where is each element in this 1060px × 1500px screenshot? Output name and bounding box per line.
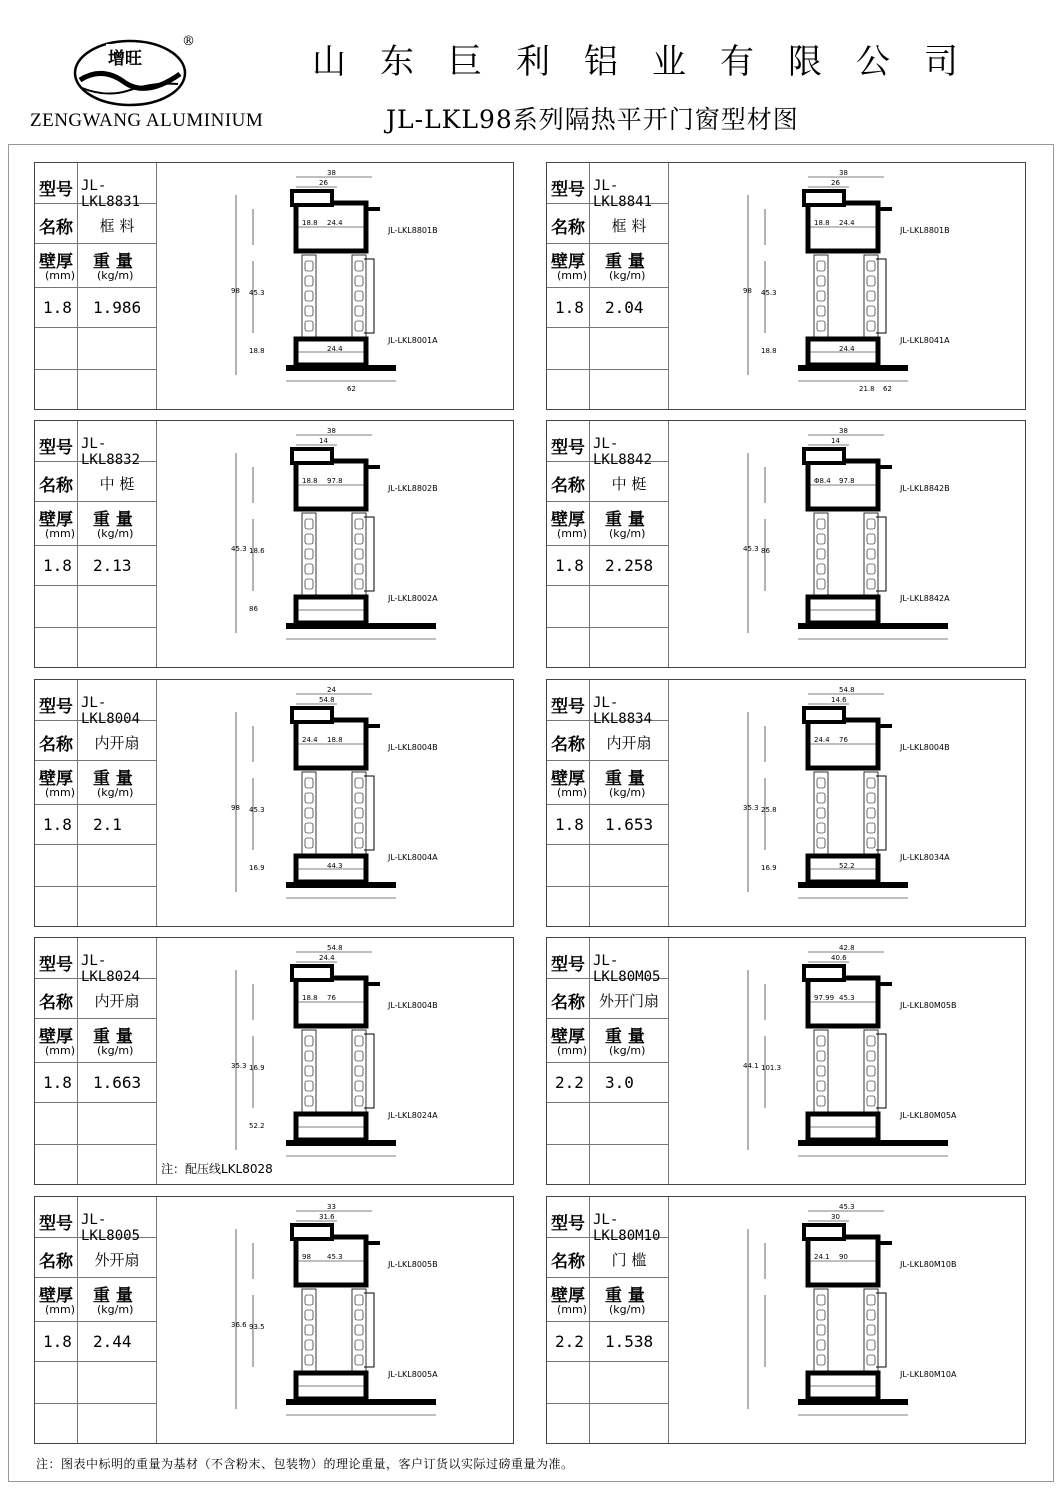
dimension-label: 24: [327, 686, 336, 694]
profile-section: [743, 944, 957, 1156]
table-divider: [547, 1018, 668, 1019]
profile-drawing: [668, 938, 1025, 1184]
profile-svg: [668, 163, 1025, 409]
profile-drawing: [668, 421, 1025, 667]
profile-svg: [668, 680, 1025, 926]
dimension-label: 31.6: [319, 1213, 335, 1221]
panel-note: 注：配压线LKL8028: [161, 1162, 273, 1176]
profile-drawing: [156, 1197, 513, 1443]
dimension-label: 35.3: [231, 1062, 247, 1070]
profile-svg: [668, 938, 1025, 1184]
name-value: 门 槛: [611, 1251, 647, 1269]
weight-value: 2.1: [93, 815, 122, 834]
dimension-label: 18.8: [302, 994, 318, 1002]
weight-label: 重 量: [93, 510, 133, 530]
weight-unit: (kg/m): [609, 1044, 646, 1057]
model-value: JL-LKL8832: [81, 436, 141, 468]
dimension-label: 45.3: [231, 545, 247, 553]
dimension-label: 18.8: [249, 347, 265, 355]
table-divider: [77, 163, 78, 409]
thickness-label: 壁厚: [551, 252, 585, 272]
name-label: 名称: [551, 476, 585, 496]
table-divider: [547, 760, 668, 761]
weight-unit: (kg/m): [609, 786, 646, 799]
table-divider: [35, 1361, 156, 1362]
part-reference: JL-LKL8801B: [388, 226, 438, 235]
dimension-label: 44.1: [743, 1062, 759, 1070]
model-label: 型号: [39, 697, 73, 717]
name-value: 中 梃: [611, 475, 647, 493]
table-divider: [547, 1277, 668, 1278]
thickness-value: 1.8: [555, 298, 584, 317]
profile-drawing: [668, 1197, 1025, 1443]
part-reference: JL-LKL80M10B: [900, 1260, 957, 1269]
spec-table: [547, 938, 668, 1184]
weight-value: 2.44: [93, 1332, 132, 1351]
thickness-value: 1.8: [555, 815, 584, 834]
table-divider: [35, 1102, 156, 1103]
weight-value: 1.663: [93, 1073, 142, 1092]
thickness-unit: (mm): [45, 1044, 76, 1057]
dimension-label: 45.3: [249, 289, 265, 297]
table-divider: [589, 938, 590, 1184]
dimension-label: 97.8: [839, 477, 855, 485]
profile-drawing: [668, 163, 1025, 409]
weight-label: 重 量: [93, 1027, 133, 1047]
table-divider: [547, 1062, 668, 1063]
weight-label: 重 量: [93, 252, 133, 272]
part-reference: JL-LKL8002A: [388, 594, 438, 603]
table-divider: [547, 369, 668, 370]
model-label: 型号: [39, 1214, 73, 1234]
table-divider: [547, 804, 668, 805]
profile-panel: [34, 1196, 514, 1444]
table-divider: [547, 327, 668, 328]
thickness-label: 壁厚: [551, 510, 585, 530]
weight-value: 2.258: [605, 556, 654, 575]
thickness-label: 壁厚: [551, 769, 585, 789]
profile-panel: [546, 420, 1026, 668]
weight-value: 1.653: [605, 815, 654, 834]
dimension-label: 62: [883, 385, 892, 393]
weight-value: 2.13: [93, 556, 132, 575]
dimension-label: 98: [743, 287, 752, 295]
profile-panel: [546, 162, 1026, 410]
table-divider: [35, 1403, 156, 1404]
table-divider: [547, 1403, 668, 1404]
dimension-label: 14: [319, 437, 328, 445]
weight-label: 重 量: [605, 1027, 645, 1047]
profile-drawing: [156, 163, 513, 409]
thickness-label: 壁厚: [39, 252, 73, 272]
table-divider: [77, 938, 78, 1184]
dimension-label: 45.3: [839, 994, 855, 1002]
name-value: 外开门扇: [598, 992, 659, 1010]
table-divider: [35, 369, 156, 370]
model-value: JL-LKL8834: [593, 695, 653, 727]
dimension-label: 24.4: [839, 345, 855, 353]
dimension-label: 14.6: [831, 696, 847, 704]
table-divider: [35, 327, 156, 328]
dimension-label: 18.8: [327, 736, 343, 744]
model-label: 型号: [39, 438, 73, 458]
dimension-label: 76: [839, 736, 848, 744]
profile-panel: [546, 679, 1026, 927]
name-label: 名称: [39, 218, 73, 238]
thickness-unit: (mm): [45, 1303, 76, 1316]
dimension-label: 14: [831, 437, 840, 445]
dimension-label: 44.3: [327, 862, 343, 870]
part-reference: JL-LKL8842A: [900, 594, 950, 603]
name-label: 名称: [39, 476, 73, 496]
profile-svg: [156, 1197, 513, 1443]
part-reference: JL-LKL8034A: [900, 853, 950, 862]
table-divider: [547, 501, 668, 502]
weight-value: 1.986: [93, 298, 142, 317]
dimension-label: 24.4: [319, 954, 335, 962]
model-label: 型号: [551, 1214, 585, 1234]
table-divider: [35, 585, 156, 586]
spec-table: [547, 163, 668, 409]
table-divider: [589, 680, 590, 926]
dimension-label: 40.6: [831, 954, 847, 962]
dimension-label: 30: [831, 1213, 840, 1221]
profile-svg: [156, 163, 513, 409]
part-reference: JL-LKL8024A: [388, 1111, 438, 1120]
weight-label: 重 量: [605, 769, 645, 789]
dimension-label: 86: [249, 605, 258, 613]
profile-section: [231, 427, 438, 639]
profile-section: [231, 169, 438, 393]
table-divider: [547, 545, 668, 546]
weight-label: 重 量: [605, 510, 645, 530]
dimension-label: 38: [327, 169, 336, 177]
profile-section: [743, 169, 950, 393]
table-divider: [35, 287, 156, 288]
dimension-label: 93.5: [249, 1323, 265, 1331]
weight-value: 2.04: [605, 298, 644, 317]
part-reference: JL-LKL8842B: [900, 484, 950, 493]
thickness-label: 壁厚: [39, 1027, 73, 1047]
dimension-label: 16.9: [249, 864, 265, 872]
spec-table: [35, 938, 156, 1184]
profile-drawing: [156, 938, 513, 1184]
profile-panel: [34, 679, 514, 927]
table-divider: [547, 585, 668, 586]
table-divider: [77, 680, 78, 926]
table-divider: [35, 1144, 156, 1145]
table-divider: [547, 1361, 668, 1362]
part-reference: JL-LKL80M05B: [900, 1001, 957, 1010]
profile-svg: [668, 1197, 1025, 1443]
part-reference: JL-LKL8005B: [388, 1260, 438, 1269]
table-divider: [35, 844, 156, 845]
footer-note: 注：图表中标明的重量为基材（不含粉末、包装物）的理论重量，客户订货以实际过磅重量为准。: [36, 1457, 574, 1471]
spec-table: [35, 421, 156, 667]
weight-unit: (kg/m): [97, 786, 134, 799]
name-label: 名称: [551, 1252, 585, 1272]
profile-svg: [156, 421, 513, 667]
dimension-label: 24.4: [302, 736, 318, 744]
weight-value: 3.0: [605, 1073, 634, 1092]
weight-value: 1.538: [605, 1332, 654, 1351]
dimension-label: 38: [839, 169, 848, 177]
table-divider: [35, 1062, 156, 1063]
profile-panel: [34, 937, 514, 1185]
thickness-unit: (mm): [557, 527, 588, 540]
dimension-label: 18.8: [761, 347, 777, 355]
table-divider: [547, 1144, 668, 1145]
table-divider: [589, 163, 590, 409]
name-label: 名称: [39, 735, 73, 755]
dimension-label: 76: [327, 994, 336, 1002]
table-divider: [547, 1102, 668, 1103]
spec-table: [547, 680, 668, 926]
model-value: JL-LKL80M10: [593, 1212, 661, 1244]
table-divider: [547, 1321, 668, 1322]
thickness-unit: (mm): [45, 786, 76, 799]
part-reference: JL-LKL8041A: [900, 336, 950, 345]
model-label: 型号: [551, 180, 585, 200]
dimension-label: 52.2: [249, 1122, 265, 1130]
table-divider: [35, 545, 156, 546]
table-divider: [35, 501, 156, 502]
table-divider: [77, 1197, 78, 1443]
part-reference: JL-LKL8004B: [388, 1001, 438, 1010]
dimension-label: 24.4: [839, 219, 855, 227]
model-value: JL-LKL8004: [81, 695, 141, 727]
table-divider: [35, 1277, 156, 1278]
thickness-unit: (mm): [557, 786, 588, 799]
brand-name: ZENGWANG ALUMINIUM: [30, 110, 264, 131]
dimension-label: Φ8.4: [814, 477, 831, 485]
dimension-label: 45.3: [761, 289, 777, 297]
thickness-unit: (mm): [557, 269, 588, 282]
model-label: 型号: [551, 438, 585, 458]
weight-unit: (kg/m): [609, 527, 646, 540]
table-divider: [589, 1197, 590, 1443]
table-divider: [35, 627, 156, 628]
profile-svg: [156, 938, 513, 1184]
weight-label: 重 量: [605, 1286, 645, 1306]
thickness-unit: (mm): [557, 1303, 588, 1316]
dimension-label: 54.8: [327, 944, 343, 952]
table-divider: [35, 1018, 156, 1019]
spec-table: [35, 1197, 156, 1443]
dimension-label: 18.8: [302, 219, 318, 227]
dimension-label: 24.4: [327, 345, 343, 353]
weight-label: 重 量: [93, 1286, 133, 1306]
name-label: 名称: [551, 993, 585, 1013]
thickness-value: 1.8: [43, 1073, 72, 1092]
dimension-label: 36.6: [231, 1321, 247, 1329]
dimension-label: 26: [831, 179, 840, 187]
dimension-label: 21.8: [859, 385, 875, 393]
part-reference: JL-LKL80M10A: [900, 1370, 957, 1379]
name-value: 中 梃: [99, 475, 135, 493]
thickness-value: 2.2: [555, 1332, 584, 1351]
table-divider: [547, 886, 668, 887]
model-value: JL-LKL8005: [81, 1212, 141, 1244]
thickness-label: 壁厚: [551, 1027, 585, 1047]
table-divider: [35, 760, 156, 761]
model-value: JL-LKL8831: [81, 178, 141, 210]
part-reference: JL-LKL8005A: [388, 1370, 438, 1379]
dimension-label: 101.3: [761, 1064, 782, 1072]
dimension-label: 52.2: [839, 862, 855, 870]
dimension-label: 33: [327, 1203, 336, 1211]
model-label: 型号: [39, 955, 73, 975]
table-divider: [547, 243, 668, 244]
thickness-label: 壁厚: [39, 1286, 73, 1306]
dimension-label: 45.3: [839, 1203, 855, 1211]
weight-unit: (kg/m): [97, 1303, 134, 1316]
table-divider: [35, 886, 156, 887]
dimension-label: 97.8: [327, 477, 343, 485]
weight-label: 重 量: [93, 769, 133, 789]
thickness-unit: (mm): [557, 1044, 588, 1057]
part-reference: JL-LKL8004A: [388, 853, 438, 862]
dimension-label: 38: [327, 427, 336, 435]
thickness-value: 1.8: [555, 556, 584, 575]
weight-label: 重 量: [605, 252, 645, 272]
dimension-label: 16.9: [761, 864, 777, 872]
dimension-label: 18.8: [302, 477, 318, 485]
profile-panel: [546, 937, 1026, 1185]
profile-section: [743, 427, 950, 639]
dimension-label: 54.8: [319, 696, 335, 704]
catalog-title: JL-LKL98系列隔热平开门窗型材图: [386, 105, 799, 134]
dimension-label: 45.3: [249, 806, 265, 814]
thickness-label: 壁厚: [551, 1286, 585, 1306]
spec-table: [547, 1197, 668, 1443]
dimension-label: 26: [319, 179, 328, 187]
table-divider: [547, 844, 668, 845]
company-name: 山东巨利铝业有限公司: [312, 42, 992, 82]
profile-section: [743, 686, 950, 898]
part-reference: JL-LKL80M05A: [900, 1111, 957, 1120]
model-value: JL-LKL8024: [81, 953, 141, 985]
part-reference: JL-LKL8801B: [900, 226, 950, 235]
profile-drawing: [156, 421, 513, 667]
spec-table: [35, 680, 156, 926]
name-label: 名称: [39, 993, 73, 1013]
registered-mark: ®: [182, 34, 195, 49]
dimension-label: 98: [231, 287, 240, 295]
dimension-label: 24.4: [814, 736, 830, 744]
dimension-label: 16.9: [249, 1064, 265, 1072]
dimension-label: 42.8: [839, 944, 855, 952]
dimension-label: 86: [761, 547, 770, 555]
model-label: 型号: [39, 180, 73, 200]
spec-table: [547, 421, 668, 667]
dimension-label: 24.4: [327, 219, 343, 227]
thickness-label: 壁厚: [39, 769, 73, 789]
profile-panel: [34, 420, 514, 668]
name-value: 外开扇: [94, 1251, 140, 1269]
name-label: 名称: [39, 1252, 73, 1272]
part-reference: JL-LKL8004B: [900, 743, 950, 752]
thickness-value: 1.8: [43, 556, 72, 575]
dimension-label: 35.3: [743, 804, 759, 812]
weight-unit: (kg/m): [97, 527, 134, 540]
name-label: 名称: [551, 218, 585, 238]
table-divider: [547, 287, 668, 288]
table-divider: [77, 421, 78, 667]
dimension-label: 90: [839, 1253, 848, 1261]
profile-panel: [34, 162, 514, 410]
part-reference: JL-LKL8004B: [388, 743, 438, 752]
dimension-label: 54.8: [839, 686, 855, 694]
weight-unit: (kg/m): [609, 269, 646, 282]
name-value: 内开扇: [94, 734, 140, 752]
dimension-label: 38: [839, 427, 848, 435]
thickness-value: 1.8: [43, 815, 72, 834]
model-value: JL-LKL8842: [593, 436, 653, 468]
model-value: JL-LKL8841: [593, 178, 653, 210]
name-label: 名称: [551, 735, 585, 755]
table-divider: [589, 421, 590, 667]
profile-section: [231, 686, 438, 898]
dimension-label: 18.6: [249, 547, 265, 555]
profile-panel: [546, 1196, 1026, 1444]
model-value: JL-LKL80M05: [593, 953, 661, 985]
profile-section: [748, 1203, 957, 1415]
table-divider: [35, 1321, 156, 1322]
profile-section: [231, 1203, 438, 1415]
name-value: 框 料: [611, 217, 647, 235]
name-value: 框 料: [99, 217, 135, 235]
name-value: 内开扇: [94, 992, 140, 1010]
profile-section: [231, 944, 438, 1156]
profile-drawing: [156, 680, 513, 926]
table-divider: [547, 627, 668, 628]
thickness-value: 1.8: [43, 298, 72, 317]
thickness-unit: (mm): [45, 527, 76, 540]
logo-text: 增旺: [106, 44, 144, 69]
spec-table: [35, 163, 156, 409]
thickness-value: 2.2: [555, 1073, 584, 1092]
dimension-label: 98: [302, 1253, 311, 1261]
weight-unit: (kg/m): [97, 1044, 134, 1057]
dimension-label: 24.1: [814, 1253, 830, 1261]
profile-svg: [668, 421, 1025, 667]
table-divider: [35, 804, 156, 805]
table-divider: [35, 243, 156, 244]
dimension-label: 98: [231, 804, 240, 812]
profile-svg: [156, 680, 513, 926]
name-value: 内开扇: [606, 734, 652, 752]
dimension-label: 45.3: [743, 545, 759, 553]
model-label: 型号: [551, 697, 585, 717]
part-reference: JL-LKL8802B: [388, 484, 438, 493]
model-label: 型号: [551, 955, 585, 975]
weight-unit: (kg/m): [609, 1303, 646, 1316]
dimension-label: 45.3: [327, 1253, 343, 1261]
profile-drawing: [668, 680, 1025, 926]
dimension-label: 62: [347, 385, 356, 393]
thickness-value: 1.8: [43, 1332, 72, 1351]
thickness-unit: (mm): [45, 269, 76, 282]
dimension-label: 18.8: [814, 219, 830, 227]
dimension-label: 25.8: [761, 806, 777, 814]
dimension-label: 97.99: [814, 994, 835, 1002]
part-reference: JL-LKL8001A: [388, 336, 438, 345]
weight-unit: (kg/m): [97, 269, 134, 282]
thickness-label: 壁厚: [39, 510, 73, 530]
